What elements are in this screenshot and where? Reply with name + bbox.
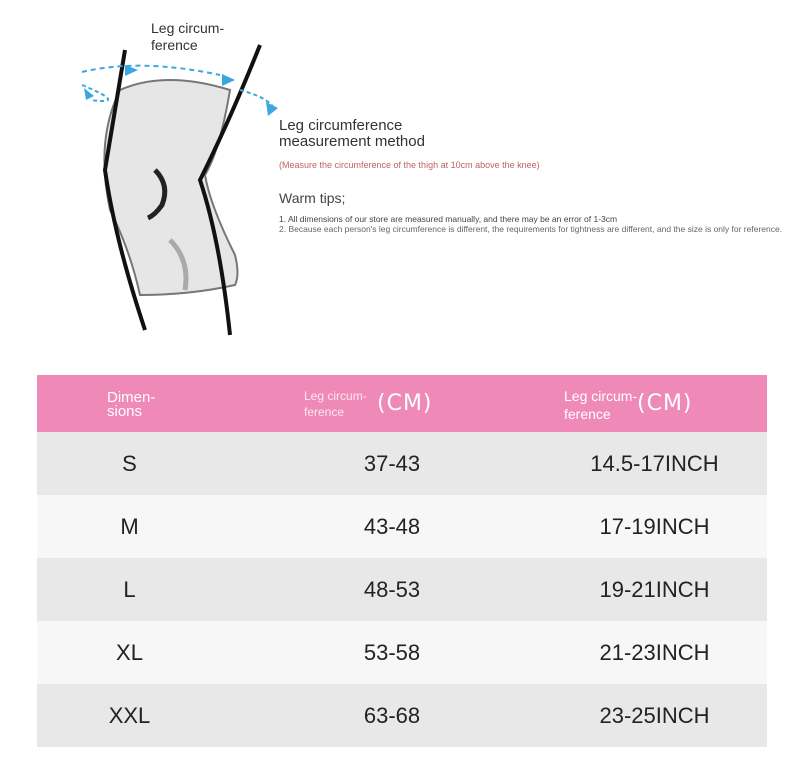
header-inch: [549, 375, 767, 432]
cm-cell: 63-68: [363, 702, 421, 728]
size-cell: S: [122, 450, 137, 476]
cm-cell: 53-58: [363, 639, 421, 665]
inch-cell: 14.5-17INCH: [590, 450, 719, 476]
header-cm: [287, 375, 549, 432]
size-cell: L: [123, 576, 136, 602]
table-header: [37, 375, 767, 432]
table-row: [37, 684, 767, 747]
cm-cell: 37-43: [363, 450, 421, 476]
header-inch-unit: (CM): [637, 391, 693, 416]
method-note: (Measure the circumference of the thigh at 10cm above the knee): [279, 160, 540, 170]
measurement-info: [279, 118, 784, 234]
header-inch-label: Leg circum- ference: [564, 388, 638, 422]
size-table: [37, 375, 767, 748]
table-row: [37, 432, 767, 495]
header-dimensions-label: Dimen- sions: [107, 389, 156, 420]
inch-cell: 21-23INCH: [599, 639, 710, 665]
header-dimensions: [37, 375, 287, 432]
header-cm-label: Leg circum- ference: [304, 389, 367, 419]
knee-illustration: [70, 10, 290, 340]
inch-cell: 17-19INCH: [599, 513, 710, 539]
size-cell: XXL: [108, 702, 151, 728]
tip-1: 1. All dimensions of our store are measured manually, and there may be an error of 1-3cm: [279, 214, 618, 224]
arrow-head-icon: [84, 88, 94, 100]
arrow-head-icon: [222, 74, 235, 86]
method-title: Leg circumference measurement method: [279, 117, 425, 150]
tips-title: Warm tips;: [279, 190, 346, 206]
cm-cell: 43-48: [363, 513, 421, 539]
tip-2: 2. Because each person's leg circumference is different, the requirements for tightness are different, and the size is only for reference.: [279, 224, 783, 234]
measure-arrow-top: [82, 66, 220, 75]
header-cm-unit: (CM): [377, 391, 433, 416]
table-row: [37, 495, 767, 558]
table-row: [37, 621, 767, 684]
leg-circumference-label: Leg circum- ference: [151, 20, 225, 53]
inch-cell: 19-21INCH: [599, 576, 710, 602]
table-row: [37, 558, 767, 621]
size-cell: M: [120, 513, 139, 539]
inch-cell: 23-25INCH: [599, 702, 710, 728]
size-cell: XL: [116, 639, 143, 665]
knee-diagram: [70, 10, 290, 340]
arrow-head-icon: [266, 102, 278, 116]
cm-cell: 48-53: [363, 576, 421, 602]
